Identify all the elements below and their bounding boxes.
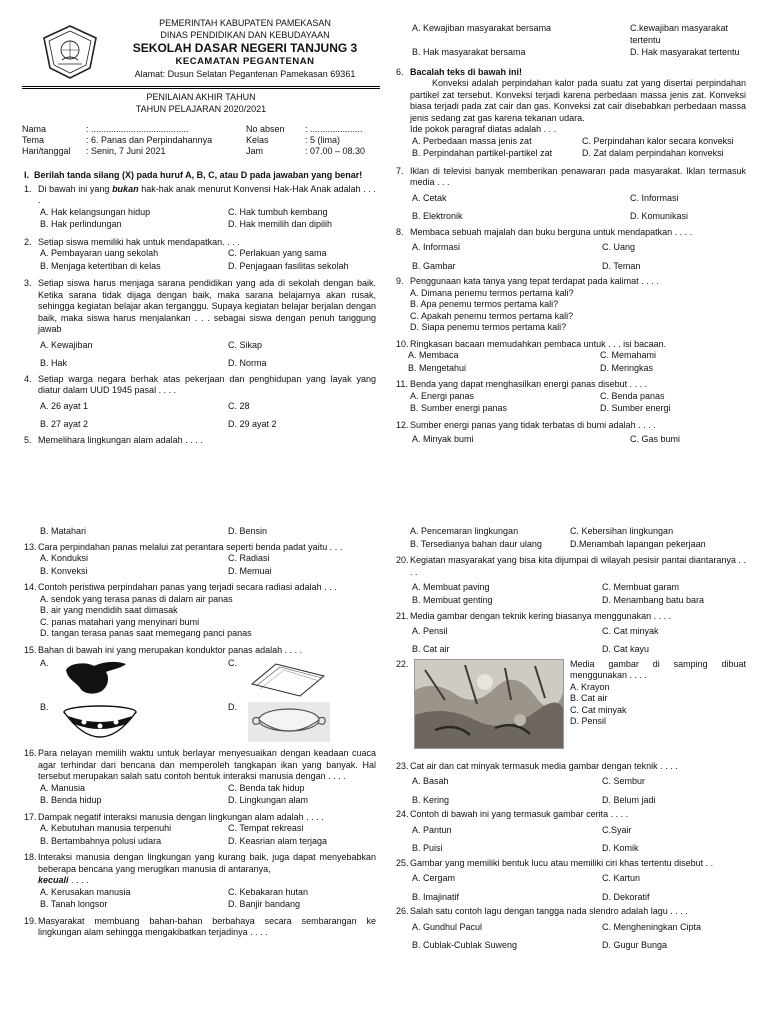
option-a[interactable]: A. Perbedaan massa jenis zat <box>412 135 532 146</box>
option-c[interactable]: C. Informasi <box>630 192 679 203</box>
option-c[interactable]: C. Tempat rekreasi <box>228 823 304 834</box>
option-a[interactable]: A. Manusia <box>40 782 86 793</box>
jam-value: : 07.00 – 08.30 <box>305 146 366 156</box>
option-c[interactable]: C. Hak tumbuh kembang <box>228 206 328 217</box>
question-8: 8. Membaca sebuah majalah dan buku berguna untuk mendapatkan . . . . A. Informasi C. Uang B. Gambar D. Teman <box>396 227 746 273</box>
option-b[interactable]: B. Konveksi <box>40 565 88 576</box>
option-b[interactable]: B. Imajinatif <box>412 891 460 902</box>
option-b[interactable]: B. air yang mendidih saat dimasak <box>40 605 178 616</box>
exam-name: PENILAIAN AKHIR TAHUN <box>146 92 256 102</box>
option-a[interactable]: A. Pencemaran lingkungan <box>410 526 519 536</box>
option-a[interactable]: A. Cergam <box>412 873 456 884</box>
reading-passage: Konveksi adalah perpindahan kalor pada suatu zat yang disertai perpindahan partikel zat tersebut. Konveksi terjadi karena perbedaan massa jenis zat. Konveksi biasa terjadi pada zat cair dan gas. Konveksi zat cair disebabkan perbedaan massa jenis sedang zat gas karena tekanan udara. <box>410 78 746 123</box>
option-c[interactable]: C. Sikap <box>228 339 263 350</box>
student-info <box>22 124 380 157</box>
option-a[interactable]: A. Informasi <box>412 242 461 253</box>
option-d[interactable]: D. Cat kayu <box>602 644 650 655</box>
header-text <box>100 18 390 80</box>
option-d[interactable]: D. Teman <box>602 260 641 271</box>
option-d[interactable]: D.Menambah lapangan pekerjaan <box>570 538 706 549</box>
option-c[interactable]: C. 28 <box>228 400 250 411</box>
option-b[interactable]: B. Tanah longsor <box>40 899 108 910</box>
question-19: 19. Masyarakat membuang bahan-bahan berbahaya secara sembarangan ke lingkungan alam sehingga mengakibatkan terjadinya . . . . <box>24 915 376 938</box>
option-c[interactable]: C. Kartun <box>602 873 641 884</box>
option-d[interactable]: D. Komik <box>602 843 639 854</box>
option-c[interactable]: C. Memahami <box>600 350 657 361</box>
left-column-bottom <box>24 526 376 942</box>
absen-label: No absen <box>246 124 285 134</box>
option-b[interactable]: B. Kering <box>412 794 450 805</box>
question-16: 16. Para nelayan memilih waktu untuk berlayar menyesuaikan dengan keadaan cuaca agar terhindar dari bencana dan memperoleh tangkapan ikan yang banyak. Hal tersebut merupakan salah satu contoh bentuk interaksi manusia dengan . . . . A. Manusia C. Benda tak hidup B. Benda hidup D. Lingkungan alam <box>24 748 376 806</box>
question-5: 5. Memelihara lingkungan alam adalah . . . . <box>24 434 203 445</box>
question-5-continued <box>40 526 376 538</box>
exam-title <box>22 92 380 115</box>
district-seal-icon <box>40 24 100 80</box>
option-a[interactable]: A. <box>40 658 228 698</box>
header-divider <box>22 86 380 87</box>
option-d[interactable]: D. Gugur Bunga <box>602 940 668 951</box>
option-d[interactable]: D. Bensin <box>228 526 268 536</box>
option-d[interactable]: D. Meringkas <box>600 362 654 373</box>
school-header <box>30 18 380 88</box>
option-a[interactable]: A. Cetak <box>412 192 447 203</box>
question-23: 23. Cat air dan cat minyak termasuk media gambar dengan teknik . . . . A. Basah C. Sembur B. Kering D. Belum jadi <box>396 761 746 807</box>
question-5-options <box>412 23 746 59</box>
question-21: 21. Media gambar dengan teknik kering biasanya menggunakan . . . . A. Pensil C. Cat minyak B. Cat air D. Cat kayu <box>396 611 746 656</box>
question-3: 3. Setiap siswa harus menjaga sarana pendidikan yang ada di sekolah dengan baik. Ketika sarana tidak dijaga dengan baik, maka sarana belajarnya akan rusak, sehingga kegiatan belajar akan terganggu. Supaya kegiatan belajar berjalan dengan baik, maka siswa harus menjalankan . . . sebagai siswa dengan penuh tanggung jawab A. Kewajiban C. Sikap B. Hak D. Norma <box>24 278 376 369</box>
option-d[interactable]: D. 29 ayat 2 <box>228 419 277 430</box>
option-a[interactable]: A. Energi panas <box>410 390 475 401</box>
exam-year: TAHUN PELAJARAN 2020/2021 <box>135 103 267 114</box>
option-a[interactable]: A. Basah <box>412 776 449 787</box>
option-d[interactable]: D. Belum jadi <box>602 794 656 805</box>
option-c[interactable]: C. Kebersihan lingkungan <box>570 526 674 536</box>
option-b[interactable]: B. Hak masyarakat bersama <box>412 47 526 58</box>
option-a[interactable]: A. Hak kelangsungan hidup <box>40 206 151 217</box>
option-c[interactable]: C. <box>228 658 376 698</box>
option-d[interactable]: D. Norma <box>228 358 267 369</box>
option-c[interactable]: C.Syair <box>602 824 632 835</box>
hari-value: : Senin, 7 Juni 2021 <box>86 146 166 156</box>
question-22: 22. Media gambar di samping dibuat menggunakan . . . . A. Krayon B. Cat air C. Cat minyak D. Pensil <box>396 659 746 749</box>
tema-value: : 6. Panas dan Perpindahannya <box>86 135 213 145</box>
question-12: 12. Sumber energi panas yang tidak terbatas di bumi adalah . . . . A. Minyak bumi C. Gas bumi <box>396 420 746 446</box>
question-14: 14. Contoh peristiwa perpindahan panas yang terjadi secara radiasi adalah . . . A. sendok yang terasa panas di dalam air panas B. air yang mendidih saat dimasak C. panas matahari yang menyinari bumi D. tangan terasa panas saat memegang panci panas <box>24 582 376 640</box>
option-b[interactable]: B. Membuat genting <box>412 594 493 605</box>
option-b[interactable]: B. Elektronik <box>412 211 463 222</box>
option-b[interactable]: B. Matahari <box>40 526 87 536</box>
option-c[interactable]: C. Perpindahan kalor secara konveksi <box>582 135 734 146</box>
artwork-image <box>414 659 564 749</box>
option-a[interactable]: A. sendok yang terasa panas di dalam air panas <box>40 593 233 604</box>
jam-label: Jam <box>246 146 264 156</box>
question-10: 10. Ringkasan bacaan memudahkan pembaca untuk . . . isi bacaan. A. Membaca C. Memahami B. Mengetahui D. Meringkas <box>396 339 746 375</box>
option-d[interactable]: D. Keasrian alam terjaga <box>228 835 328 846</box>
option-b[interactable]: B. 27 ayat 2 <box>40 419 89 430</box>
option-a[interactable]: A. Membuat paving <box>412 582 490 593</box>
option-c[interactable]: C. Membuat garam <box>602 582 680 593</box>
option-c[interactable]: C. Perlakuan yang sama <box>228 248 327 259</box>
question-25: 25. Gambar yang memiliki bentuk lucu atau memiliki ciri khas tertentu disebut . . A. Cergam C. Kartun B. Imajinatif D. Dekoratif <box>396 858 746 904</box>
option-b[interactable]: B. Hak <box>40 358 68 369</box>
option-c[interactable]: C. Cat minyak <box>602 625 659 636</box>
question-26: 26. Salah satu contoh lagu dengan tangga nada slendro adalah lagu . . . . A. Gundhul Pacul C. Mengheningkan Cipta B. Cublak-Cublak Suweng D. Gugur Bunga <box>396 906 746 952</box>
option-d[interactable]: D. Penjagaan fasilitas sekolah <box>228 260 349 271</box>
option-b[interactable]: B. Cat air <box>570 693 608 704</box>
option-b[interactable]: B. Cublak-Cublak Suweng <box>412 940 518 951</box>
option-d[interactable]: D. tangan terasa panas saat memegang panci panas <box>40 628 252 639</box>
option-a[interactable]: A. 26 ayat 1 <box>40 400 89 411</box>
option-b[interactable]: B. Bertambahnya polusi udara <box>40 835 162 846</box>
option-c[interactable]: C. panas matahari yang menyinari bumi <box>40 616 200 627</box>
header-line-department: DINAS PENDIDIKAN DAN KEBUDAYAAN <box>160 29 330 40</box>
header-divider-thin <box>22 88 380 89</box>
question-7: 7. Iklan di televisi banyak memberikan penawaran pada masyarakat. Iklan termasuk media . . . A. Cetak C. Informasi B. Elektronik D. Komunikasi <box>396 165 746 222</box>
question-19-options <box>410 526 746 550</box>
question-2: 2. Setiap siswa memiliki hak untuk mendapatkan. . . . A. Pembayaran uang sekolah C. Perlakuan yang sama B. Menjaga ketertiban di kelas D. Penjagaan fasilitas sekolah <box>24 237 376 273</box>
question-20: 20. Kegiatan masyarakat yang bisa kita dijumpai di wilayah pesisir pantai diantaranya . . . . A. Membuat paving C. Membuat garam B. Membuat genting D. Menambang batu bara <box>396 555 746 605</box>
section-instruction: I. Berilah tanda silang (X) pada huruf A, B, C, atau D pada jawaban yang benar! <box>24 170 363 180</box>
header-line-district: KECAMATAN PEGANTENAN <box>175 56 315 68</box>
option-a[interactable]: A. Pensil <box>412 625 448 636</box>
header-line-address: Alamat: Dusun Selatan Pegantenan Pamekasan 69361 <box>134 68 356 79</box>
header-line-government: PEMERINTAH KABUPATEN PAMEKASAN <box>159 18 331 28</box>
question-6-prompt: Ide pokok paragraf diatas adalah . . . <box>410 124 557 135</box>
option-a[interactable]: A. Minyak bumi <box>412 434 474 445</box>
header-line-school: SEKOLAH DASAR NEGERI TANJUNG 3 <box>132 41 358 56</box>
option-d[interactable]: D. Hak memilih dan dipilih <box>228 219 333 230</box>
option-b[interactable]: B. Sumber energi panas <box>410 403 508 414</box>
question-24: 24. Contoh di bawah ini yang termasuk gambar cerita . . . . A. Pantun C.Syair B. Puisi D. Komik <box>396 809 746 855</box>
question-13: 13. Cara perpindahan panas melalui zat perantara seperti benda padat yaitu . . . A. Konduksi C. Radiasi B. Konveksi D. Memuai <box>24 542 376 578</box>
option-a[interactable]: A. Krayon <box>570 681 610 692</box>
option-a[interactable]: A. Gundhul Pacul <box>412 921 483 932</box>
nama-label: Nama <box>22 124 47 134</box>
question-15: 15. Bahan di bawah ini yang merupakan konduktor panas adalah . . . . A. C. B. D. <box>24 645 376 743</box>
option-c[interactable]: C. Sembur <box>602 776 646 787</box>
option-d[interactable]: D. Sumber energi <box>600 403 671 414</box>
right-column-top <box>396 23 746 449</box>
metal-wok-icon <box>248 702 330 742</box>
option-a[interactable]: A. Kewajiban masyarakat bersama <box>412 23 552 33</box>
question-6: 6. Bacalah teks di bawah ini! Konveksi adalah perpindahan kalor pada suatu zat yang disertai perpindahan partikel zat tersebut. Konveksi terjadi karena perbedaan massa jenis zat. Konveksi biasa terjadi pada zat cair dan gas. Konveksi zat cair disebabkan perbedaan massa jenis sedang zat gas karena tekanan udara. Ide pokok paragraf diatas adalah . . . A. Perbedaan massa jenis zat C. Perpindahan kalor secara konveksi B. Perpindahan partikel-partikel zat D. Zat dalam perpindahan konveksi <box>396 66 746 159</box>
option-d[interactable]: D. <box>228 702 376 742</box>
option-a[interactable]: A. Pembayaran uang sekolah <box>40 248 159 259</box>
option-a[interactable]: A. Pantun <box>412 824 452 835</box>
option-c[interactable]: C. Uang <box>602 242 636 253</box>
option-d[interactable]: D. Memuai <box>228 565 272 576</box>
kelas-value: : 5 (lima) <box>305 135 341 145</box>
option-d[interactable]: D. Menambang batu bara <box>602 594 705 605</box>
option-b[interactable]: B. Cat air <box>412 644 450 655</box>
leather-glove-icon <box>60 658 132 698</box>
option-b[interactable]: B. Mengetahui <box>408 362 467 373</box>
option-d[interactable]: D. Banjir bandang <box>228 899 301 910</box>
left-column-top <box>24 170 376 449</box>
option-c[interactable]: C. Mengheningkan Cipta <box>602 921 702 932</box>
option-a[interactable]: A. Membaca <box>408 350 459 361</box>
option-a[interactable]: A. Dimana penemu termos pertama kali? <box>410 287 574 298</box>
question-9: 9. Penggunaan kata tanya yang tepat terdapat pada kalimat . . . . A. Dimana penemu termos pertama kali? B. Apa penemu termos pertama kali? C. Apakah penemu termos pertama kali? D. Siapa penemu termos pertama kali? <box>396 276 746 334</box>
option-c[interactable]: C. Gas bumi <box>630 434 681 445</box>
question-17: 17. Dampak negatif interaksi manusia dengan lingkungan alam adalah . . . . A. Kebutuhan manusia terpenuhi C. Tempat rekreasi B. Bertambahnya polusi udara D. Keasrian alam terjaga <box>24 812 376 848</box>
option-c[interactable]: C. Benda panas <box>600 390 665 401</box>
ceramic-bowl-icon <box>60 702 140 742</box>
option-c[interactable]: C. Kebakaran hutan <box>228 886 309 897</box>
absen-field[interactable]: : ..................... <box>305 124 363 134</box>
option-d[interactable]: D. Siapa penemu termos pertama kali? <box>410 322 567 333</box>
option-d[interactable]: D. Pensil <box>570 716 607 727</box>
option-c[interactable]: C. Apakah penemu termos pertama kali? <box>410 310 574 321</box>
folded-cloth-icon <box>248 658 328 698</box>
kelas-label: Kelas <box>246 135 269 145</box>
option-c[interactable]: C.kewajiban masyarakat tertentu <box>630 23 729 45</box>
option-b[interactable]: B. Apa penemu termos pertama kali? <box>410 299 559 310</box>
option-a[interactable]: A. Kewajiban <box>40 339 93 350</box>
option-d[interactable]: D. Zat dalam perpindahan konveksi <box>582 148 724 159</box>
option-d[interactable]: D. Komunikasi <box>630 211 689 222</box>
option-d[interactable]: D. Hak masyarakat tertentu <box>630 47 740 58</box>
option-a[interactable]: A. Kebutuhan manusia terpenuhi <box>40 823 172 834</box>
option-c[interactable]: C. Benda tak hidup <box>228 782 305 793</box>
nama-field[interactable]: : ....................................... <box>86 124 189 134</box>
option-b[interactable]: B. <box>40 702 228 742</box>
option-c[interactable]: C. Radiasi <box>228 553 270 564</box>
option-b[interactable]: B. Tersedianya bahan daur ulang <box>410 538 542 549</box>
option-d[interactable]: D. Dekoratif <box>602 891 650 902</box>
option-b[interactable]: B. Gambar <box>412 260 456 271</box>
option-c[interactable]: C. Cat minyak <box>570 704 627 715</box>
hari-label: Hari/tanggal <box>22 146 71 156</box>
question-4: 4. Setiap warga negara berhak atas pekerjaan dan penghidupan yang layak yang diatur dalam UUD 1945 pasal . . . . A. 26 ayat 1 C. 28 B. 27 ayat 2 D. 29 ayat 2 <box>24 373 376 430</box>
tema-label: Tema <box>22 135 45 145</box>
option-b[interactable]: B. Benda hidup <box>40 795 102 806</box>
option-b[interactable]: B. Menjaga ketertiban di kelas <box>40 260 161 271</box>
option-a[interactable]: A. Kerusakan manusia <box>40 886 131 897</box>
option-d[interactable]: D. Lingkungan alam <box>228 795 309 806</box>
option-b[interactable]: B. Puisi <box>412 843 443 854</box>
option-b[interactable]: B. Perpindahan partikel-partikel zat <box>412 148 553 159</box>
question-1: 1. Di bawah ini yang bukan hak-hak anak menurut Konvensi Hak-Hak Anak adalah . . . . A. Hak kelangsungan hidup C. Hak tumbuh kembang B. Hak perlindungan D. Hak memilih dan dipilih <box>24 183 376 230</box>
question-18: 18. Interaksi manusia dengan lingkungan yang kurang baik, juga dapat menyebabkan beberapa bencana yang merugikan manusia di antaranya, kecuali . . . . A. Kerusakan manusia C. Kebakaran hutan B. Tanah longsor D. Banjir bandang <box>24 852 376 910</box>
option-a[interactable]: A. Konduksi <box>40 553 89 564</box>
option-b[interactable]: B. Hak perlindungan <box>40 219 122 230</box>
right-column-bottom <box>396 526 746 956</box>
question-11: 11. Benda yang dapat menghasilkan energi panas disebut . . . . A. Energi panas C. Benda panas B. Sumber energi panas D. Sumber energi <box>396 379 746 415</box>
reading-instruction: Bacalah teks di bawah ini! <box>410 66 523 77</box>
